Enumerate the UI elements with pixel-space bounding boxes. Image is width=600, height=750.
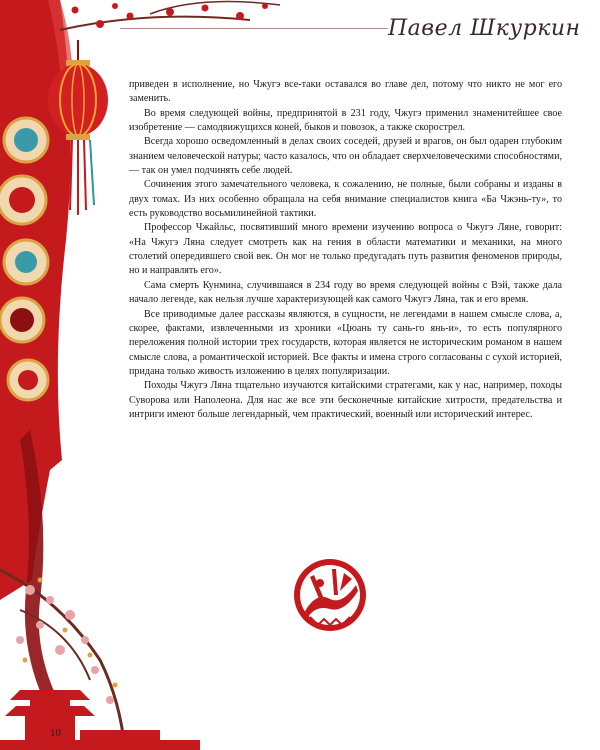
paragraph: Всегда хорошо осведомленный в делах своих соседей, друзей и врагов, он был одарен глубоким знанием человеческой натуры; часто казалось, что он обладает сверхчеловеческими способностями, — так он умел подчинять себе людей.	[129, 136, 562, 177]
paragraph: Сама смерть Кунмина, случившаяся в 234 году во время следующей войны с Вэй, также дала начало легенде, как нельзя лучше характеризующей как самого Чжугэ Ляна, так и его время.	[129, 279, 562, 306]
paragraph: Походы Чжугэ Ляна тщательно изучаются китайскими стратегами, как у нас, например, походы Суворова или Наполеона. Для нас же все эти бесконечные китайские хитрости, предательства и интриги имеют больше легендарный, чем практический, военный или исторический интерес.	[129, 380, 562, 420]
page-number: 10	[50, 727, 61, 739]
paragraph: приведен в исполнение, но Чжугэ все-таки оставался во главе дел, потому что никто не мог его заменить.	[129, 79, 562, 105]
paragraph: Во время следующей войны, предпринятой в 231 году, Чжугэ применил знаменитейшее свое изобретение — самодвижущихся коней, быков и повозок, а также скорострел.	[129, 107, 562, 134]
paragraph: Профессор Чжайльс, посвятивший много времени изучению вопроса о Чжугэ Ляне, говорит: «На Чжугэ Ляна следует смотреть как на гения в области математики и механики, на много столетий опередившего свой век. Он мог не только предугадать путь развития феноменов природы, но и направлять его».	[129, 222, 562, 277]
papercut-emblem	[290, 555, 370, 635]
paragraph: Все приводимые далее рассказы являются, в сущности, не легендами в нашем смысле слова, а, скорее, фактами, извлеченными из хроники «Цюань ту сань-го янь-и», то есть популярного переложения полной истории трех государств, которая является не историческим романом в нашем смысле слова, а романтической историей. Все факты и имена строго согласованы с сухой историей, придана только живость изложению в целях популяризации.	[129, 308, 562, 377]
paragraph: Сочинения этого замечательного человека, к сожалению, не полные, были собраны и изданы в двух томах. Из них особенно обращала на себя внимание специалистов книга «Ба Чжэнь-ту», то есть руководство восьмилинейной тактики.	[129, 179, 562, 220]
header-rule	[120, 28, 388, 29]
body-text	[129, 78, 562, 422]
plum-blossoms-top	[60, 2, 280, 30]
author-name: Павел Шкуркин	[388, 16, 581, 41]
